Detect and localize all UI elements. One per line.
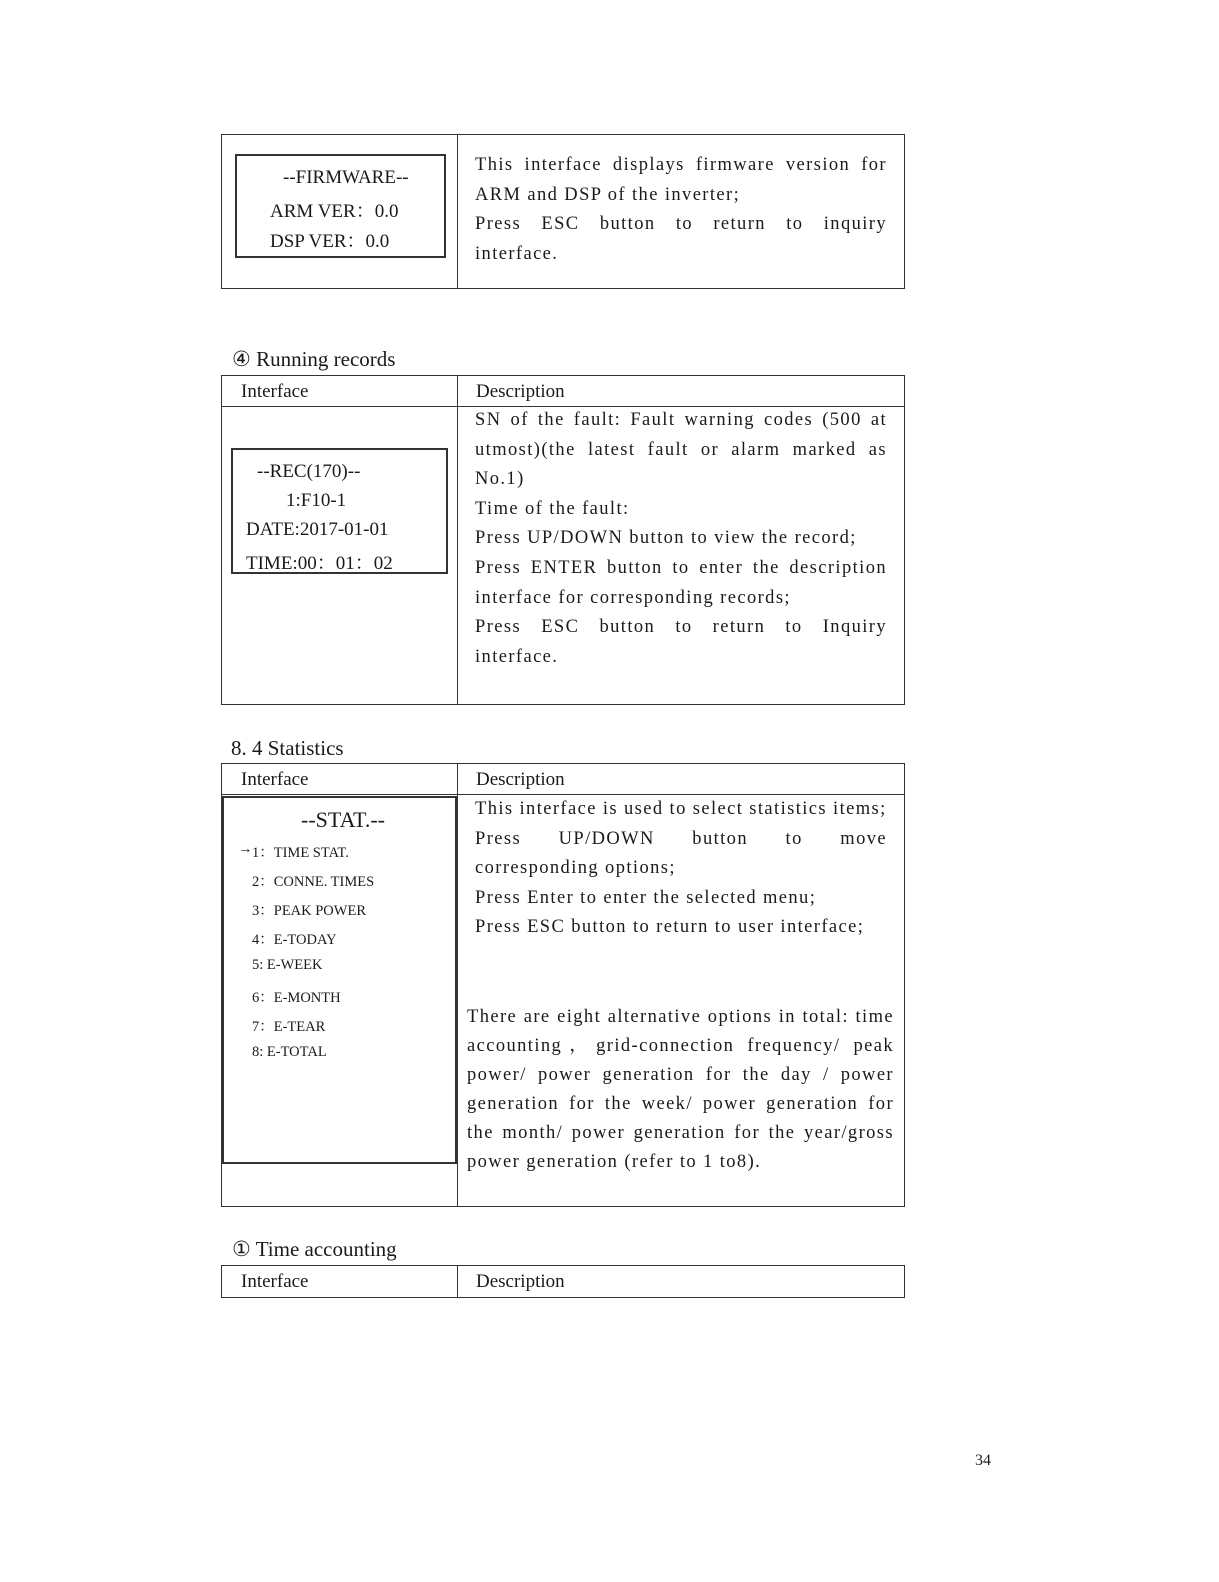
fault-date: DATE:2017-01-01 [246,519,389,540]
statistics-description: This interface is used to select statistics items; Press UP/DOWN button to move corresponding options; Press Enter to enter the selected menu; Press ESC button to return to user interface; [475,799,887,938]
screen-title: --STAT.-- [301,807,385,832]
col-description: Description [476,769,565,790]
column-divider [457,376,458,704]
dsp-version: DSP VER：0.0 [270,231,390,252]
screen-title: --FIRMWARE-- [283,167,409,188]
firmware-table [221,134,905,289]
selection-arrow: → [238,841,253,857]
statistics-heading: 8. 4 Statistics [231,736,344,760]
col-interface: Interface [241,1271,309,1292]
running-records-table [221,375,905,705]
fault-code: 1:F10-1 [286,490,347,511]
time-accounting-heading: ① Time accounting [232,1237,397,1261]
col-description: Description [476,1271,565,1292]
menu-item: 7：E-TEAR [252,1019,326,1035]
time-accounting-table [221,1265,905,1298]
column-divider [457,764,458,1206]
records-screen [231,448,448,574]
col-description: Description [476,381,565,402]
column-divider [457,135,458,288]
stat-screen [222,796,457,1164]
page-number: 34 [975,1452,991,1469]
menu-item: 1：TIME STAT. [252,845,349,861]
menu-item: 2：CONNE. TIMES [252,874,375,890]
menu-item: 3：PEAK POWER [252,903,366,919]
col-interface: Interface [241,381,309,402]
menu-item: 6：E-MONTH [252,990,341,1006]
fault-time: TIME:00：01：02 [246,553,393,574]
col-interface: Interface [241,769,309,790]
arm-version: ARM VER：0.0 [270,201,399,222]
menu-item: 8: E-TOTAL [252,1044,327,1060]
menu-item: 4：E-TODAY [252,932,337,948]
screen-title: --REC(170)-- [257,461,361,482]
statistics-table [221,763,905,1207]
statistics-options-note: There are eight alternative options in total: time accounting，grid-connection frequency/ peak power/ power generation for the day / power generation for the week/ power generation for the month/ power generation for the year/gross power generation (refer to 1 to8). [467,1007,894,1172]
firmware-description: This interface displays firmware version for ARM and DSP of the inverter; Press ESC button to return to inquiry interface. [475,155,887,264]
menu-item: 5: E-WEEK [252,957,323,973]
column-divider [457,1266,458,1297]
firmware-screen [235,154,446,258]
records-description: SN of the fault: Fault warning codes (500 at utmost)(the latest fault or alarm marked as No.1) Time of the fault: Press UP/DOWN button to view the record; Press ENTER button to enter the description interface for corresponding records; Press ESC button to return to Inquiry interface. [475,410,887,667]
running-records-heading: ④ Running records [232,347,396,371]
